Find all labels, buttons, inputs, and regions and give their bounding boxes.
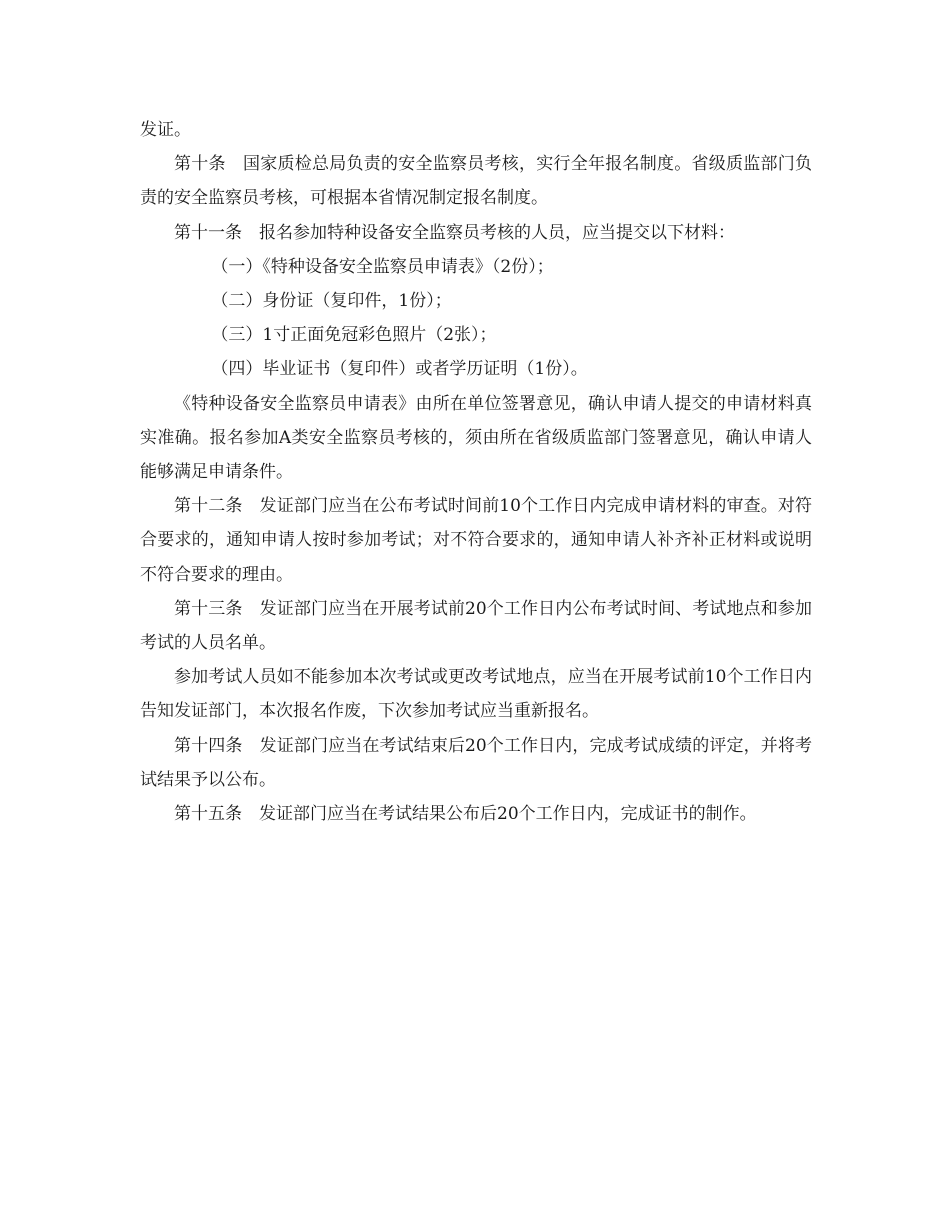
- paragraph-article-11: 第十一条 报名参加特种设备安全监察员考核的人员，应当提交以下材料：: [174, 222, 735, 243]
- paragraph-article-13: 第十三条 发证部门应当在开展考试前20个工作日内公布考试时间、考试地点和参加考试的人员名单。: [140, 598, 812, 654]
- paragraph-exam-change-note: 参加考试人员如不能参加本次考试或更改考试地点，应当在开展考试前10个工作日内告知发证部门，本次报名作废，下次参加考试应当重新报名。: [140, 667, 812, 722]
- paragraph-article-10: 第十条 国家质检总局负责的安全监察员考核，实行全年报名制度。省级质监部门负责的安全监察员考核，可根据本省情况制定报名制度。: [140, 154, 812, 209]
- paragraph-article-12: 第十二条 发证部门应当在公布考试时间前10个工作日内完成申请材料的审查。对符合要求的，通知申请人按时参加考试；对不符合要求的，通知申请人补齐补正材料或说明不符合要求的理由。: [140, 496, 812, 585]
- paragraph-continuation: 发证。: [140, 120, 191, 140]
- list-item-2: （二）身份证（复印件，1份）；: [211, 291, 452, 312]
- paragraph-article-15: 第十五条 发证部门应当在考试结果公布后20个工作日内，完成证书的制作。: [174, 804, 757, 825]
- document-body: [140, 113, 812, 831]
- list-item-3: （三）1寸正面免冠彩色照片（2张）；: [211, 325, 497, 346]
- paragraph-article-14: 第十四条 发证部门应当在考试结束后20个工作日内，完成考试成绩的评定，并将考试结果予以公布。: [140, 735, 812, 790]
- paragraph-application-form-note: 《特种设备安全监察员申请表》由所在单位签署意见，确认申请人提交的申请材料真实准确。报名参加A类安全监察员考核的，须由所在省级质监部门签署意见，确认申请人能够满足申请条件。: [140, 393, 812, 483]
- list-item-1: （一）《特种设备安全监察员申请表》（2份）；: [211, 256, 554, 277]
- list-item-4: （四）毕业证书（复印件）或者学历证明（1份）。: [211, 359, 588, 380]
